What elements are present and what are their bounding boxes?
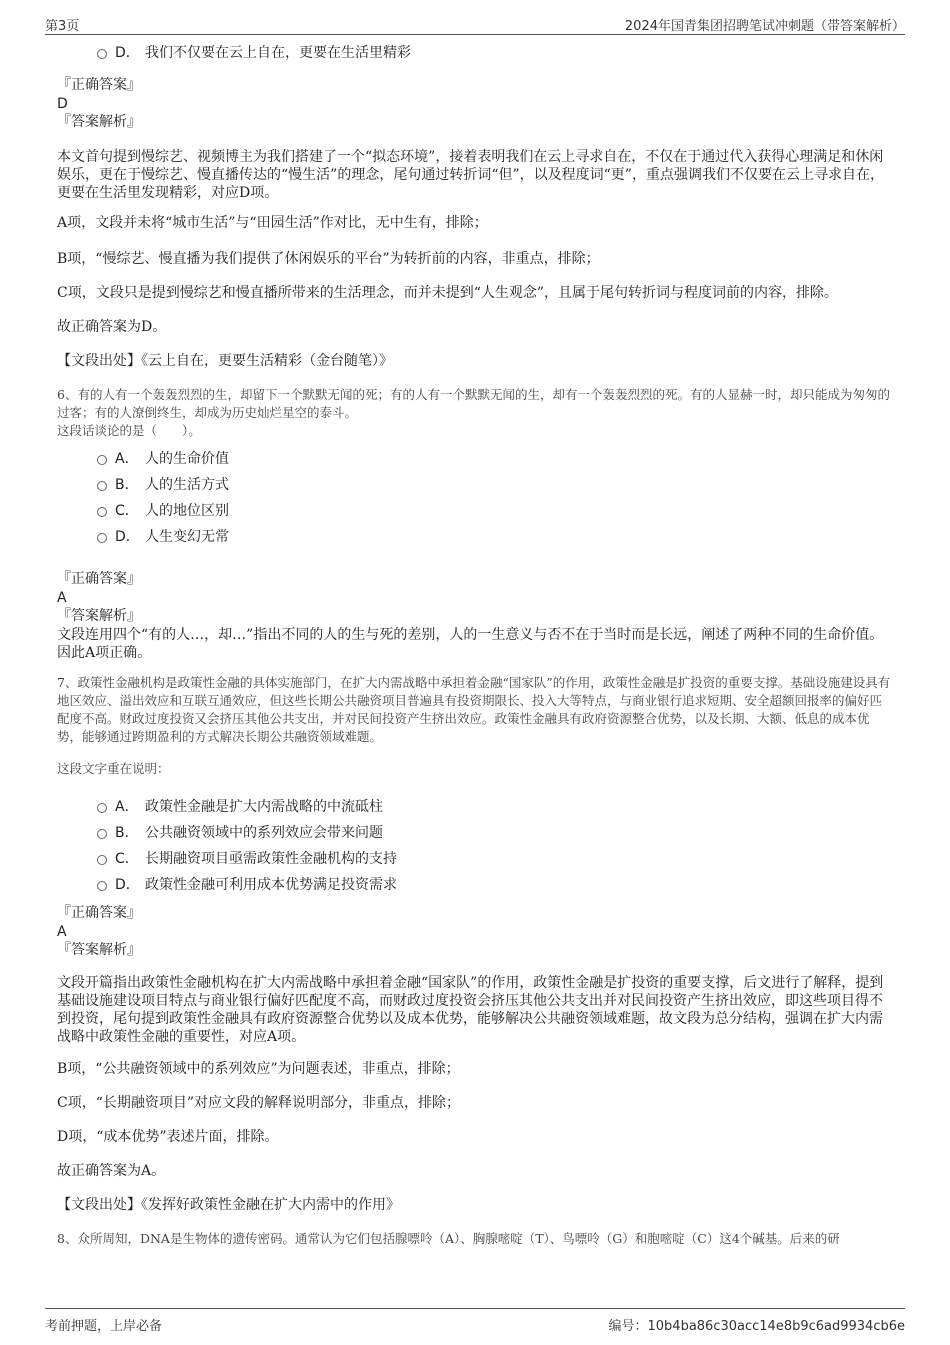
page-content: [57, 40, 892, 1248]
q5-source: 【文段出处】《云上自在，更要生活精彩（金台随笔）》: [57, 353, 393, 369]
q5-answer-label: 『正确答案』: [57, 77, 141, 93]
q5-conclusion: 故正确答案为D。: [57, 319, 167, 335]
q5-analysis-main: 本文首句提到慢综艺、视频博主为我们搭建了一个“拟态环境”，接着表明我们在云上寻求自在，不仅在于通过代入获得心理满足和休闲娱乐，更在于慢综艺、慢直播传达的“慢生活”的理念，尾句通过转折词“但”，以及程度词“更”，重点强调我们不仅要在云上寻求自在，更要在生活里发现精彩，对应D项。: [57, 149, 884, 201]
document-title: 2024年国青集团招聘笔试冲刺题（带答案解析）: [624, 19, 905, 34]
radio-icon[interactable]: [97, 507, 107, 517]
q5-answer: D: [57, 96, 68, 112]
q6-answer: A: [57, 590, 67, 606]
q7-analysis-label: 『答案解析』: [57, 942, 141, 958]
q7-analysis-c: C项，“长期融资项目”对应文段的解释说明部分，非重点，排除；: [57, 1095, 461, 1111]
q6-option-b[interactable]: B． 人的生活方式: [57, 472, 892, 498]
radio-icon[interactable]: [97, 533, 107, 543]
q7-conclusion: 故正确答案为A。: [57, 1163, 166, 1179]
q7-analysis-main: 文段开篇指出政策性金融机构在扩大内需战略中承担着金融“国家队”的作用，政策性金融是扩投资的重要支撑，后文进行了解释，提到基础设施建设项目特点与商业银行偏好匹配度不高，而财政过度投资会挤压其他公共支出并对民间投资产生挤出效应，即这些项目得不到投资，尾句提到政策性金融具有政府资源整合优势以及成本优势，能够解决公共融资领域难题，故文段为总分结构，强调在扩大内需战略中政策性金融的重要性，对应A项。: [57, 975, 884, 1045]
radio-icon[interactable]: [97, 855, 107, 865]
q5-analysis-b: B项，“慢综艺、慢直播为我们提供了休闲娱乐的平台”为转折前的内容，非重点，排除；: [57, 251, 600, 267]
q7-option-c[interactable]: C． 长期融资项目亟需政策性金融机构的支持: [57, 846, 892, 872]
radio-icon[interactable]: [97, 803, 107, 813]
serial-number: 编号：10b4ba86c30acc14e8b9c6ad9934cb6e: [608, 1319, 905, 1334]
q6-option-a[interactable]: A． 人的生命价值: [57, 446, 892, 472]
q7-option-b[interactable]: B． 公共融资领域中的系列效应会带来问题: [57, 820, 892, 846]
q6-prompt: 这段话谈论的是（ ）。: [57, 423, 201, 438]
q7-source: 【文段出处】《发挥好政策性金融在扩大内需中的作用》: [57, 1197, 400, 1213]
radio-icon[interactable]: [97, 455, 107, 465]
radio-icon[interactable]: [97, 481, 107, 491]
radio-icon[interactable]: [97, 49, 107, 59]
q5-analysis-c: C项，文段只是提到慢综艺和慢直播所带来的生活理念，而并未提到“人生观念”，且属于尾句转折词与程度词前的内容，排除。: [57, 285, 839, 301]
q7-answer-label: 『正确答案』: [57, 905, 141, 921]
page-footer: [45, 1308, 905, 1335]
page-number: 第3页: [45, 19, 80, 34]
q8-stem: 8、众所周知，DNA是生物体的遗传密码。通常认为它们包括腺嘌呤（A）、胸腺嘧啶（T）、鸟嘌呤（G）和胞嘧啶（C）这4个碱基。后来的研: [57, 1231, 840, 1246]
q7-prompt: 这段文字重在说明：: [57, 761, 170, 776]
q6-analysis-label: 『答案解析』: [57, 608, 141, 624]
q5-option-d[interactable]: D． 我们不仅要在云上自在，更要在生活里精彩: [57, 40, 892, 66]
q7-answer: A: [57, 924, 67, 940]
footer-slogan: 考前押题，上岸必备: [45, 1319, 163, 1334]
radio-icon[interactable]: [97, 881, 107, 891]
q6-option-c[interactable]: C． 人的地位区别: [57, 498, 892, 524]
q6-stem: 6、有的人有一个轰轰烈烈的生，却留下一个默默无闻的死；有的人有一个默默无闻的生，却有一个轰轰烈烈的死。有的人显赫一时，却只能成为匆匆的过客；有的人潦倒终生，却成为历史灿烂星空的泰斗。: [57, 387, 890, 420]
q7-analysis-d: D项，“成本优势”表述片面，排除。: [57, 1129, 279, 1145]
q6-answer-label: 『正确答案』: [57, 571, 141, 587]
q5-analysis-a: A项，文段并未将“城市生活”与“田园生活”作对比，无中生有，排除；: [57, 215, 488, 231]
q7-stem: 7、政策性金融机构是政策性金融的具体实施部门，在扩大内需战略中承担着金融“国家队”的作用，政策性金融是扩投资的重要支撑。基础设施建设具有地区效应、溢出效应和互联互通效应，但这些长期公共融资项目普遍具有投资期限长、投入大等特点，与商业银行追求短期、安全超额回报率的偏好匹配度不高。财政过度投资又会挤压其他公共支出，并对民间投资产生挤出效应。政策性金融具有政府资源整合优势，以及长期、大额、低息的成本优势，能够通过跨期盈利的方式解决长期公共融资领域难题。: [57, 675, 891, 744]
q7-analysis-b: B项，“公共融资领域中的系列效应”为问题表述，非重点，排除；: [57, 1061, 460, 1077]
q7-option-d[interactable]: D． 政策性金融可利用成本优势满足投资需求: [57, 872, 892, 898]
radio-icon[interactable]: [97, 829, 107, 839]
page-header: [45, 12, 905, 35]
q6-option-d[interactable]: D． 人生变幻无常: [57, 524, 892, 550]
q6-analysis: 文段连用四个“有的人…，却…”指出不同的人的生与死的差别，人的一生意义与否不在于当时而是长远，阐述了两种不同的生命价值。因此A项正确。: [57, 627, 884, 661]
q7-option-a[interactable]: A． 政策性金融是扩大内需战略的中流砥柱: [57, 794, 892, 820]
q5-analysis-label: 『答案解析』: [57, 114, 141, 130]
